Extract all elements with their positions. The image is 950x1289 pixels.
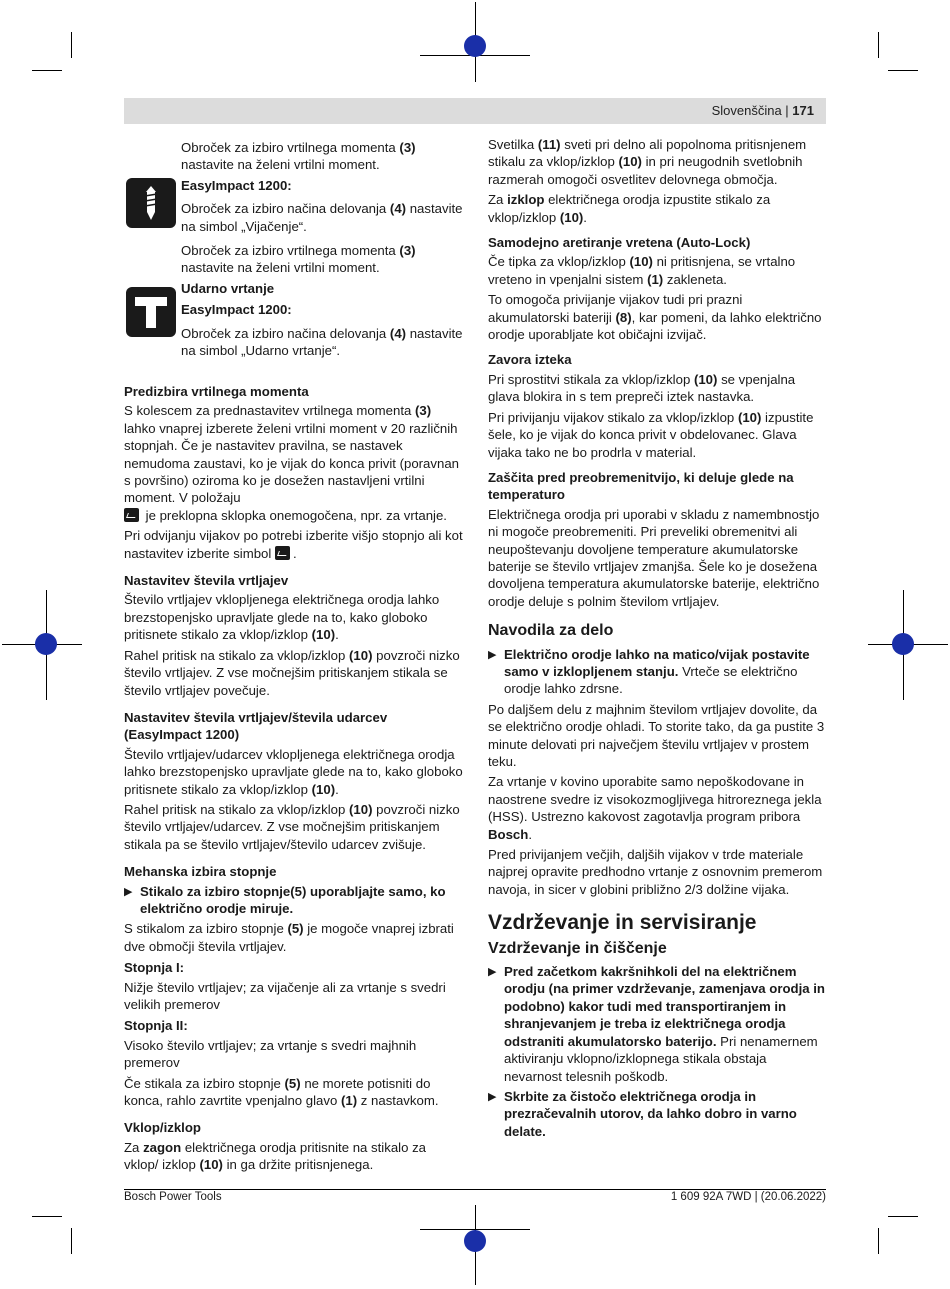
- left-column: [124, 379, 464, 1177]
- page-header: [124, 98, 826, 124]
- paragraph: Svetilka (11) sveti pri delno ali popolnoma pritisnjenem stikalu za vklop/izklop (10) in pri neugodnih svetlobnih razmerah omogoči osvetlitev delovnega območja.: [488, 137, 807, 187]
- subheading: EasyImpact 1200:: [181, 302, 292, 318]
- subheading: Stopnja II:: [124, 1018, 188, 1034]
- paragraph: Električnega orodja pri uporabi v skladu z namembnostjo ni mogoče preobremeniti. Pri preveliki obremenitvi ali neupoštevanju dovoljene temperature akumulatorske baterije se število vrtljajev zmanjša. Šele ko je dosežena dovoljena temperatura akumulatorske baterije, električno orodje deluje s polnim številom vrtljajev.: [488, 506, 820, 609]
- registration-mark-icon: [892, 633, 914, 655]
- screw-icon: [126, 178, 176, 228]
- crop-mark: [32, 70, 62, 71]
- section-title: Navodila za delo: [488, 622, 614, 640]
- paragraph: S stikalom za izbiro stopnje (5) je mogoče vnaprej izbrati dve območji števila vrtljajev.: [124, 921, 454, 954]
- registration-mark-icon: [464, 1230, 486, 1252]
- footer-brand: Bosch Power Tools: [124, 1191, 222, 1203]
- bullet-item: ▶ Pred začetkom kakršnihkoli del na električnem orodju (na primer vzdrževanje, zamenjava orodja in podobno) kakor tudi med transportiranjem in shranjevanjem je treba iz električnega orodja odstraniti akumulatorsko baterijo. Pri nenamernem aktiviranju vklopno/izklopnega stikala obstaja nevarnost telesnih poškodb.: [488, 964, 825, 1084]
- bullet-item: ▶ Stikalo za izbiro stopnje(5) uporabljajte samo, ko električno orodje miruje.: [124, 883, 446, 916]
- paragraph: Obroček za izbiro načina delovanja (4) nastavite na simbol „Udarno vrtanje“.: [181, 325, 463, 359]
- bullet-arrow-icon: ▶: [488, 648, 497, 661]
- drill-symbol-icon: [275, 546, 290, 560]
- paragraph: Število vrtljajev/udarcev vklopljenega električnega orodja lahko brezstopenjsko upravljate glede na to, kako globoko pritisnete stikalo za vklop/izklop (10).: [124, 746, 463, 797]
- paragraph: To omogoča privijanje vijakov tudi pri prazni akumulatorski bateriji (8), kar pomeni, da lahko električno orodje uporabljate kot običajni izvijač.: [488, 292, 822, 343]
- section-heading: Predizbira vrtilnega momenta: [124, 384, 309, 399]
- subheading: Stopnja I:: [124, 960, 185, 976]
- paragraph: Pri sprostitvi stikala za vklop/izklop (10) se vpenjalna glava blokira in s tem prepreči iztek nastavka.: [488, 371, 796, 405]
- drill-symbol-icon: [124, 508, 139, 522]
- paragraph: Obroček za izbiro načina delovanja (4) nastavite na simbol „Vijačenje“.: [181, 201, 463, 234]
- bullet-arrow-icon: ▶: [124, 885, 133, 898]
- paragraph: Število vrtljajev vklopljenega električnega orodja lahko brezstopenjsko upravljate glede na to, kako globoko pritisnete stikalo za vklop/izklop (10).: [124, 592, 440, 643]
- crop-mark: [878, 1228, 879, 1254]
- left-column-top: [181, 139, 466, 362]
- paragraph: S kolescem za prednastavitev vrtilnega momenta (3) lahko vnaprej izberete želeni vrtilni moment v 20 različnih stopnjah. Če je nastavitev pravilna, se nastavek nemudoma zaustavi, ko je vijak do konca privit (poravnan s površino) oziroma ko je dosežen nastavljeni vrtilni moment. V položaju je preklopna sklopka onemogočena, npr. za vrtanje.: [124, 403, 459, 523]
- subheading: Udarno vrtanje: [181, 280, 275, 296]
- paragraph: Rahel pritisk na stikalo za vklop/izklop (10) povzroči nizko število vrtljajev. Z vse močnejšim pritiskanjem stikala se število vrtljajev povečuje.: [124, 647, 460, 698]
- section-heading: Vklop/izklop: [124, 1120, 201, 1136]
- section-heading: Nastavitev števila vrtljajev/števila udarcev (EasyImpact 1200): [124, 709, 388, 743]
- right-column: [488, 136, 826, 1143]
- section-heading: Nastavitev števila vrtljajev: [124, 573, 289, 589]
- bullet-arrow-icon: ▶: [488, 1090, 497, 1103]
- crop-mark: [71, 32, 72, 58]
- paragraph: Po daljšem delu z majhnim številom vrtljajev dovolite, da se električno orodje ohladi. To storite tako, da ga pustite 3 minute delovati pri največjem številu vrtljajev v prostem teku.: [488, 701, 825, 769]
- paragraph: Obroček za izbiro vrtilnega momenta (3) nastavite na želeni vrtilni moment.: [181, 243, 416, 276]
- paragraph: Visoko število vrtljajev; za vrtanje s svedri majhnih premerov: [124, 1037, 417, 1071]
- crop-mark: [888, 1216, 918, 1217]
- section-heading: Mehanska izbira stopnje: [124, 864, 277, 880]
- footer-rule: [124, 1189, 826, 1190]
- section-heading: Samodejno aretiranje vretena (Auto-Lock): [488, 235, 751, 251]
- paragraph: Za vrtanje v kovino uporabite samo nepoškodovane in naostrene svedre iz visokozmogljivega hitroreznega jekla (HSS). Ustrezno kakovost zagotavlja program pribora Bosch.: [488, 774, 822, 842]
- paragraph: Rahel pritisk na stikalo za vklop/izklop (10) povzroči nizko število vrtljajev/udarcev. Z vse močnejšim pritiskanjem stikala pa se število vrtljajev/število udarcev zvišuje.: [124, 801, 460, 852]
- section-heading: Zaščita pred preobremenitvijo, ki deluje glede na temperaturo: [488, 469, 794, 503]
- paragraph: Za zagon električnega orodja pritisnite na stikalo za vklop/ izklop (10) in ga držite pritisnjenega.: [124, 1139, 427, 1173]
- section-title: Vzdrževanje in čiščenje: [488, 939, 667, 957]
- paragraph: Nižje število vrtljajev; za vijačenje ali za vrtanje s svedri velikih premerov: [124, 979, 446, 1012]
- registration-mark-icon: [35, 633, 57, 655]
- registration-mark-icon: [464, 35, 486, 57]
- subheading: EasyImpact 1200:: [181, 177, 292, 193]
- paragraph: Pri odvijanju vijakov po potrebi izberite višjo stopnjo ali kot nastavitev izberite simbol .: [124, 528, 463, 561]
- paragraph: Če stikala za izbiro stopnje (5) ne morete potisniti do konca, rahlo zavrtite vpenjalno glavo (1) z nastavkom.: [124, 1075, 439, 1109]
- bullet-item: ▶ Skrbite za čistočo električnega orodja in prezračevalnih utorov, da lahko dobro in varno delate.: [488, 1088, 797, 1139]
- header-text: Slovenščina | 171: [711, 103, 814, 118]
- crop-mark: [878, 32, 879, 58]
- paragraph: Obroček za izbiro vrtilnega momenta (3) nastavite na želeni vrtilni moment.: [181, 140, 416, 173]
- section-heading: Zavora izteka: [488, 352, 572, 368]
- paragraph: Pri privijanju vijakov stikalo za vklop/izklop (10) izpustite šele, ko je vijak do konca privit v obdelovanec. Glava vijaka tako ne bo prodrla v material.: [488, 409, 814, 460]
- footer-doc-id: 1 609 92A 7WD | (20.06.2022): [670, 1191, 826, 1203]
- bullet-arrow-icon: ▶: [488, 966, 497, 979]
- paragraph: Če tipka za vklop/izklop (10) ni pritisnjena, se vrtalno vreteno in vpenjalni sistem (1) zakleneta.: [488, 254, 796, 287]
- crop-mark: [71, 1228, 72, 1254]
- chapter-title: Vzdrževanje in servisiranje: [488, 911, 757, 935]
- page-number: 171: [792, 103, 814, 118]
- crop-mark: [32, 1216, 62, 1217]
- bullet-item: ▶ Električno orodje lahko na matico/vijak postavite samo v izklopljenem stanju. Vrteče se električno orodje lahko zdrsne.: [488, 646, 810, 697]
- paragraph: Pred privijanjem večjih, daljših vijakov v trde materiale najprej opravite predhodno vrtanje z osnovnim premerom navoja, in sicer v globini približno 2/3 dolžine vijaka.: [488, 847, 823, 897]
- header-language: Slovenščina: [711, 103, 782, 118]
- hammer-drill-icon: [126, 287, 176, 337]
- paragraph: Za izklop električnega orodja izpustite stikalo za vklop/izklop (10).: [488, 192, 771, 225]
- crop-mark: [888, 70, 918, 71]
